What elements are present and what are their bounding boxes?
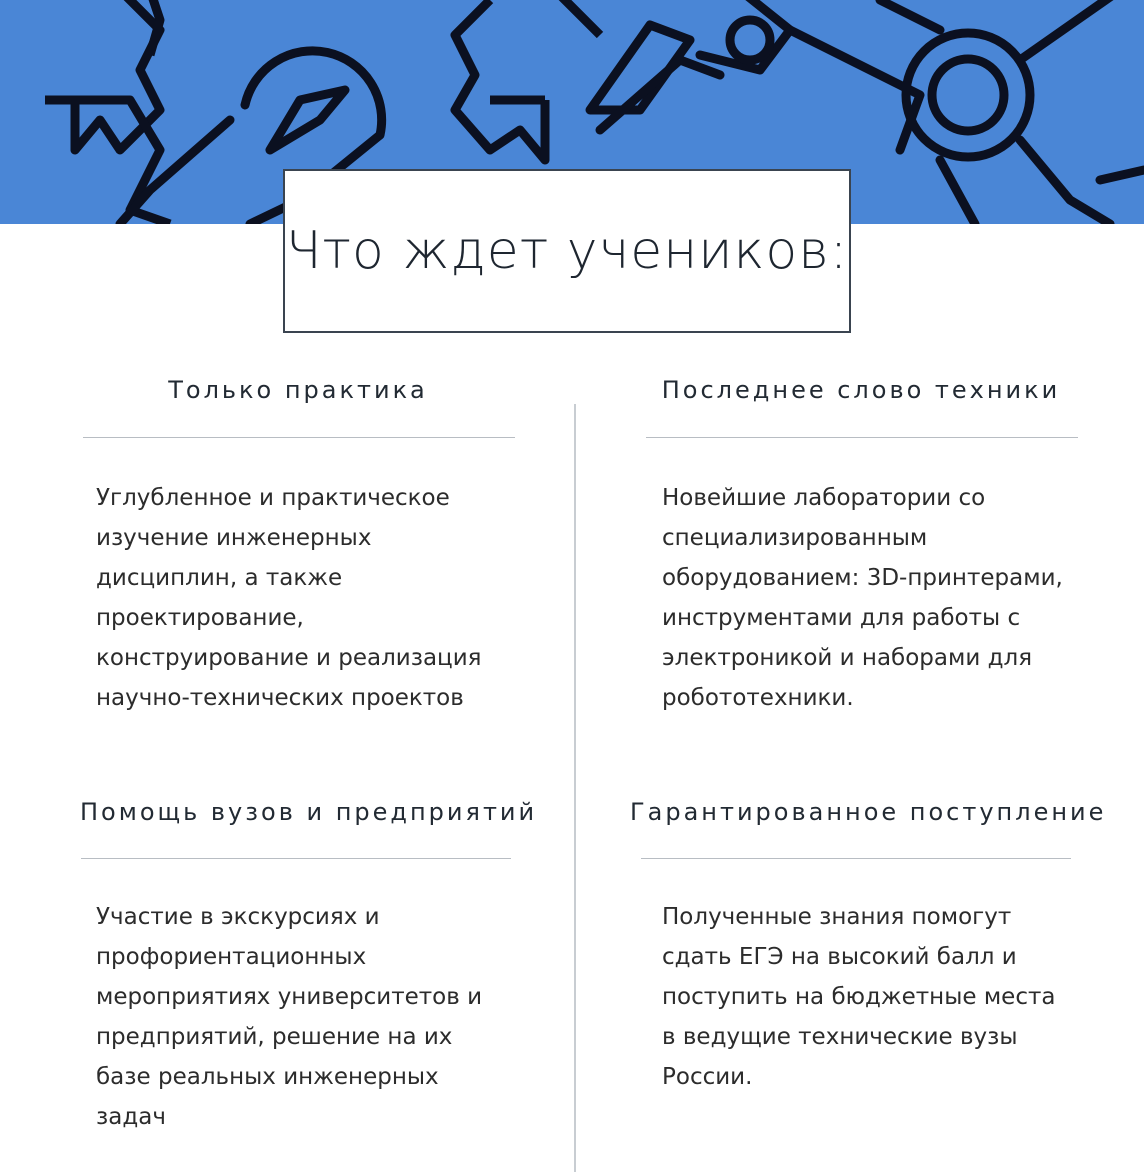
description-line: поступить на бюджетные места	[662, 984, 1056, 1010]
title-box	[283, 169, 851, 333]
feature-description	[662, 478, 1063, 718]
description-line: Новейшие лаборатории со	[662, 485, 986, 511]
description-line: предприятий, решение на их	[96, 1024, 453, 1050]
description-line: Полученные знания помогут	[662, 904, 1012, 930]
feature-description	[96, 478, 482, 718]
description-line: мероприятиях университетов и	[96, 984, 483, 1010]
feature-heading: Только практика	[168, 376, 428, 404]
description-line: конструирование и реализация	[96, 645, 482, 671]
heading-divider	[81, 858, 511, 859]
description-line: базе реальных инженерных	[96, 1064, 439, 1090]
description-line: инструментами для работы с	[662, 605, 1021, 631]
vertical-divider	[574, 404, 576, 1172]
feature-heading: Помощь вузов и предприятий	[80, 798, 538, 826]
description-line: России.	[662, 1064, 753, 1090]
description-line: задач	[96, 1104, 166, 1130]
feature-partners	[80, 798, 538, 1168]
heading-divider	[83, 437, 515, 438]
description-line: изучение инженерных	[96, 525, 372, 551]
feature-technology	[644, 376, 1078, 716]
description-line: проектирование,	[96, 605, 304, 631]
feature-description	[96, 897, 482, 1137]
description-line: сдать ЕГЭ на высокий балл и	[662, 944, 1017, 970]
feature-practice	[80, 376, 516, 716]
heading-divider	[641, 858, 1071, 859]
heading-divider	[646, 437, 1078, 438]
description-line: дисциплин, а также	[96, 565, 343, 591]
description-line: Участие в экскурсиях и	[96, 904, 380, 930]
feature-heading: Гарантированное поступление	[630, 798, 1107, 826]
feature-description	[662, 897, 1055, 1097]
description-line: специализированным	[662, 525, 928, 551]
description-line: в ведущие технические вузы	[662, 1024, 1018, 1050]
description-line: научно-технических проектов	[96, 685, 464, 711]
feature-heading: Последнее слово техники	[661, 376, 1061, 404]
feature-admission	[630, 798, 1107, 1098]
description-line: оборудованием: 3D-принтерами,	[662, 565, 1063, 591]
description-line: электроникой и наборами для	[662, 645, 1033, 671]
description-line: робототехники.	[662, 685, 854, 711]
description-line: профориентационных	[96, 944, 367, 970]
page-title: Что ждет учеников:	[285, 221, 849, 281]
description-line: Углубленное и практическое	[96, 485, 450, 511]
